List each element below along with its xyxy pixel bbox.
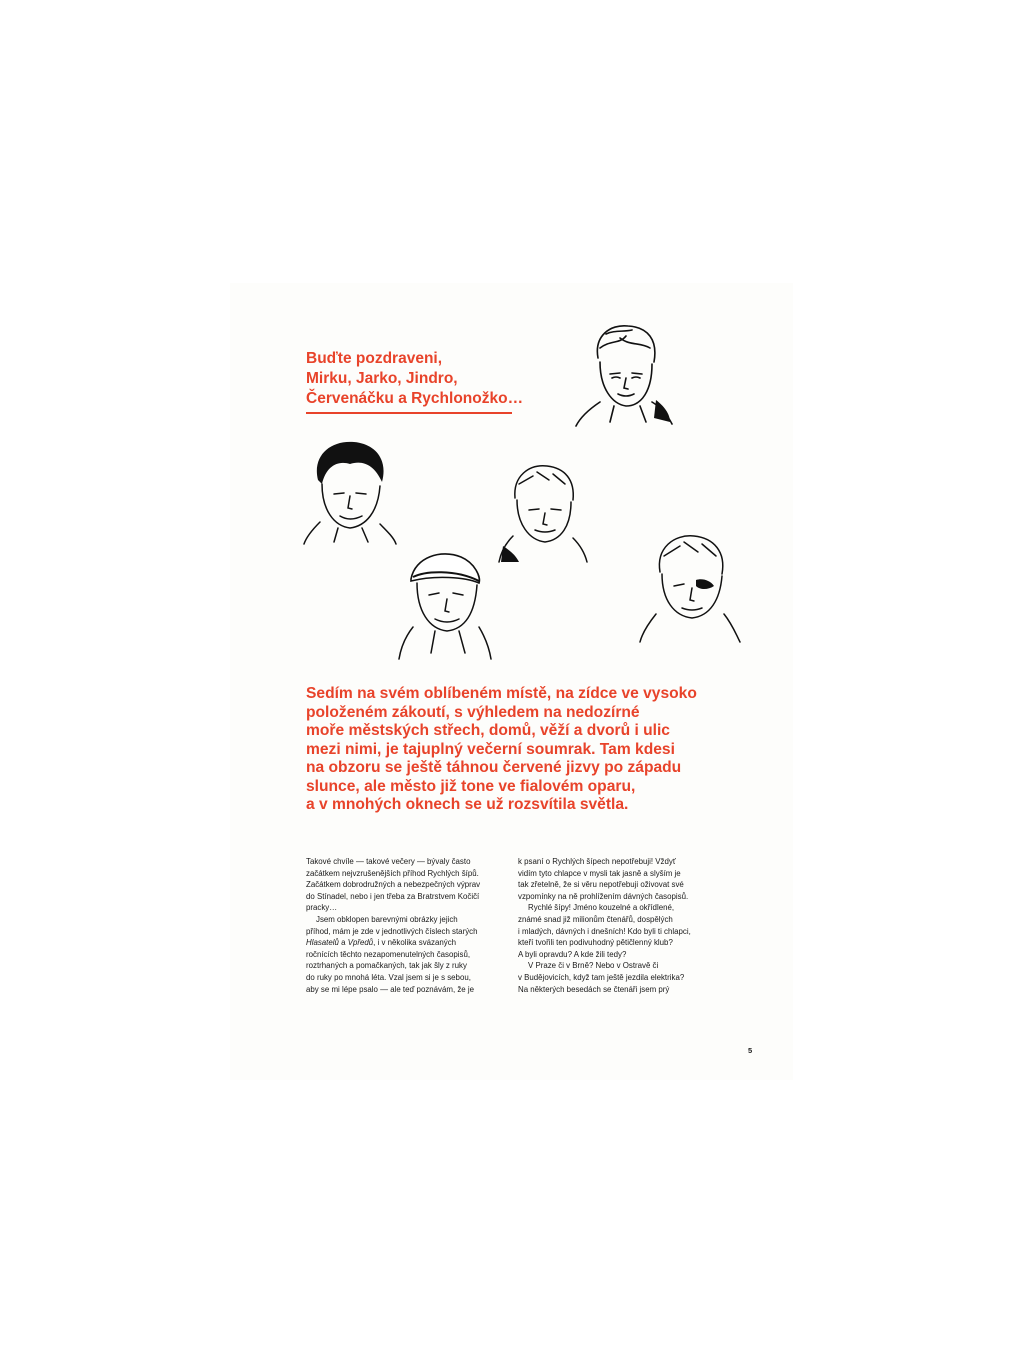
intro-paragraph (306, 685, 706, 815)
body-line: Na některých besedách se čtenáři jsem prý (518, 984, 670, 994)
intro-line: mezi nimi, je tajuplný večerní soumrak. Tam kdesi (306, 740, 675, 758)
boy-portrait-1-icon (570, 318, 675, 428)
boy-portrait-4-icon (395, 543, 495, 661)
body-line: k psaní o Rychlých šípech nepotřebuji! Vždyť (518, 857, 676, 866)
body-line: Rychlé šípy! Jméno kouzelné a okřídlené, (528, 903, 675, 913)
intro-line: na obzoru se ještě táhnou červené jizvy po západu (306, 759, 682, 776)
page-number: 5 (748, 1046, 753, 1055)
body-line: tak zřetelně, že si věru nepotřebuji oživovat své (518, 880, 684, 890)
heading-line: Červenáčku a Rychlonožko… (306, 390, 524, 407)
body-line: A byli opravdu? A kde žili tedy? (518, 949, 627, 959)
intro-line: a v mnohých oknech se už rozsvítila světla. (306, 796, 629, 813)
intro-line: moře městských střech, domů, věží a dvorů i ulic (306, 722, 670, 739)
body-line: aby se mi lépe psalo — ale teď poznávám, že je (306, 984, 475, 994)
heading-line: Buďte pozdraveni, (306, 350, 443, 367)
body-line: V Praze či v Brně? Nebo v Ostravě či (528, 961, 659, 971)
boy-portrait-5-icon (636, 528, 744, 644)
body-line: vidím tyto chlapce v mysli tak jasně a slyším je (518, 868, 681, 878)
body-line: kteří tvořili ten podivuhodný pětičlenný klub? (518, 938, 673, 948)
boy-portrait-2-icon (300, 434, 400, 546)
boy-portrait-3-icon (493, 458, 593, 564)
body-column-right (518, 856, 718, 995)
body-line: Takové chvíle — takové večery — bývaly často (306, 857, 471, 866)
body-line: roztrhaných a pomačkaných, tak jak šly z ruky (306, 961, 467, 971)
body-column-left (306, 856, 506, 995)
intro-line: slunce, ale město již tone ve fialovém oparu, (306, 777, 636, 795)
body-line: i mladých, dávných i dnešních! Kdo byli ti chlapci, (518, 926, 691, 936)
body-line (306, 937, 506, 949)
body-text: , i v několika svázaných (373, 938, 457, 948)
page-heading (306, 349, 523, 409)
body-line: známé snad již milionům čtenářů, dospělých (518, 914, 673, 924)
heading-line: Mirku, Jarko, Jindro, (306, 370, 458, 387)
intro-line: položeném zákoutí, s výhledem na nedozírné (306, 703, 640, 721)
body-line: příhod, mám je zde v jednotlivých číslech starých (306, 926, 478, 936)
body-line: pracky… (306, 903, 338, 913)
body-line: v Budějovicích, když tam ještě jezdila elektrika? (518, 972, 685, 982)
magazine-title: Vpředů (347, 938, 374, 948)
magazine-title: Hlasatelů (306, 938, 339, 948)
body-line: ročnících těchto nezapomenutelných časopisů, (306, 949, 471, 959)
body-line: vzpomínky na ně prohlížením dávných časopisů. (518, 891, 689, 901)
body-line: Začátkem dobrodružných a nebezpečných výprav (306, 880, 481, 890)
body-text: a (338, 938, 348, 948)
body-line: do ruky po mnohá léta. Vzal jsem si je s sebou, (306, 972, 471, 982)
heading-underline (306, 412, 512, 414)
body-line: do Stínadel, nebo i jen třeba za Bratrstvem Kočičí (306, 891, 480, 901)
intro-line: Sedím na svém oblíbeném místě, na zídce ve vysoko (306, 685, 697, 702)
body-line: začátkem nejvzrušenějších příhod Rychlých šípů. (306, 868, 479, 878)
body-line: Jsem obklopen barevnými obrázky jejich (316, 914, 458, 924)
